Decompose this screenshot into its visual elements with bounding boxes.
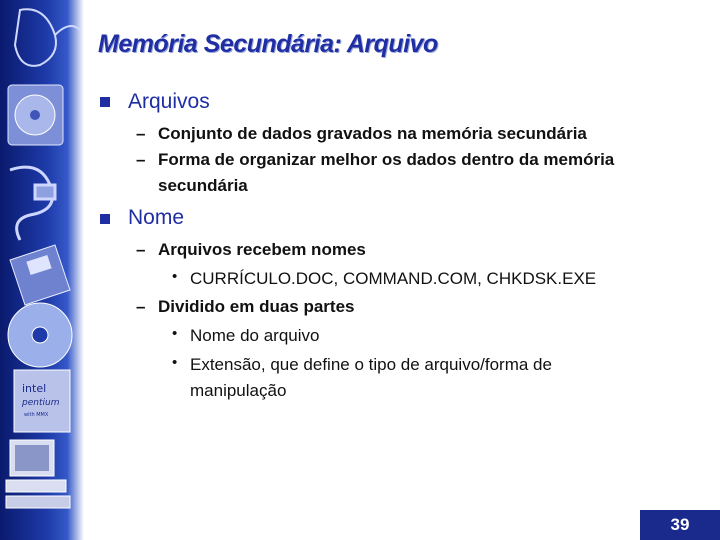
- dash-marker: –: [136, 150, 146, 169]
- sub-bullet-text: Arquivos recebem nomes: [158, 240, 366, 259]
- square-bullet-icon: [100, 214, 110, 224]
- sub-bullet-recebem: [136, 237, 366, 263]
- bullet-nome: Nome: [128, 206, 185, 229]
- sub-sub-bullet-extensao: Extensão, que define o tipo de arquivo/forma de: [190, 355, 552, 374]
- dash-marker: –: [136, 124, 146, 143]
- sub-sub-bullet-examples: CURRÍCULO.DOC, COMMAND.COM, CHKDSK.EXE: [190, 269, 597, 288]
- dot-bullet-icon: •: [172, 354, 178, 371]
- dot-bullet-icon: •: [172, 268, 178, 285]
- square-bullet-icon: [100, 97, 110, 107]
- sub-bullet-conjunto: [136, 121, 587, 147]
- slide-title: Memória Secundária: Arquivo: [98, 30, 438, 58]
- dot-bullet-icon: •: [172, 325, 178, 342]
- cd-disc-icon: [8, 303, 72, 367]
- sub-bullet-dividido: [136, 294, 355, 320]
- chip-logo-line1: intel: [22, 382, 47, 395]
- bullet-arquivos: Arquivos: [128, 90, 210, 113]
- decorative-sidebar: [0, 0, 84, 540]
- hardware-illustrations: [0, 0, 84, 540]
- chip-logo-line3: with MMX: [24, 412, 49, 418]
- computer-icon: [6, 440, 70, 508]
- pentium-chip-icon: [14, 370, 70, 432]
- sub-bullet-text: Conjunto de dados gravados na memória secundária: [158, 124, 587, 143]
- dash-marker: –: [136, 297, 146, 316]
- mouse-icon: [15, 9, 80, 66]
- floppy-disk-icon: [10, 245, 70, 305]
- page-number: 39: [640, 510, 720, 540]
- sub-sub-bullet-nome-arquivo: Nome do arquivo: [190, 326, 320, 345]
- cable-icon: [10, 167, 55, 240]
- chip-logo-line2: pentium: [22, 398, 60, 408]
- hard-disk-icon: [8, 85, 63, 145]
- sub-bullet-text: Forma de organizar melhor os dados dentro da memória: [158, 150, 615, 169]
- sub-bullet-text: Dividido em duas partes: [158, 297, 355, 316]
- dash-marker: –: [136, 240, 146, 259]
- sub-bullet-forma-continuation: secundária: [158, 176, 248, 195]
- sub-sub-bullet-extensao-continuation: manipulação: [190, 381, 287, 400]
- sub-bullet-forma: [136, 147, 614, 173]
